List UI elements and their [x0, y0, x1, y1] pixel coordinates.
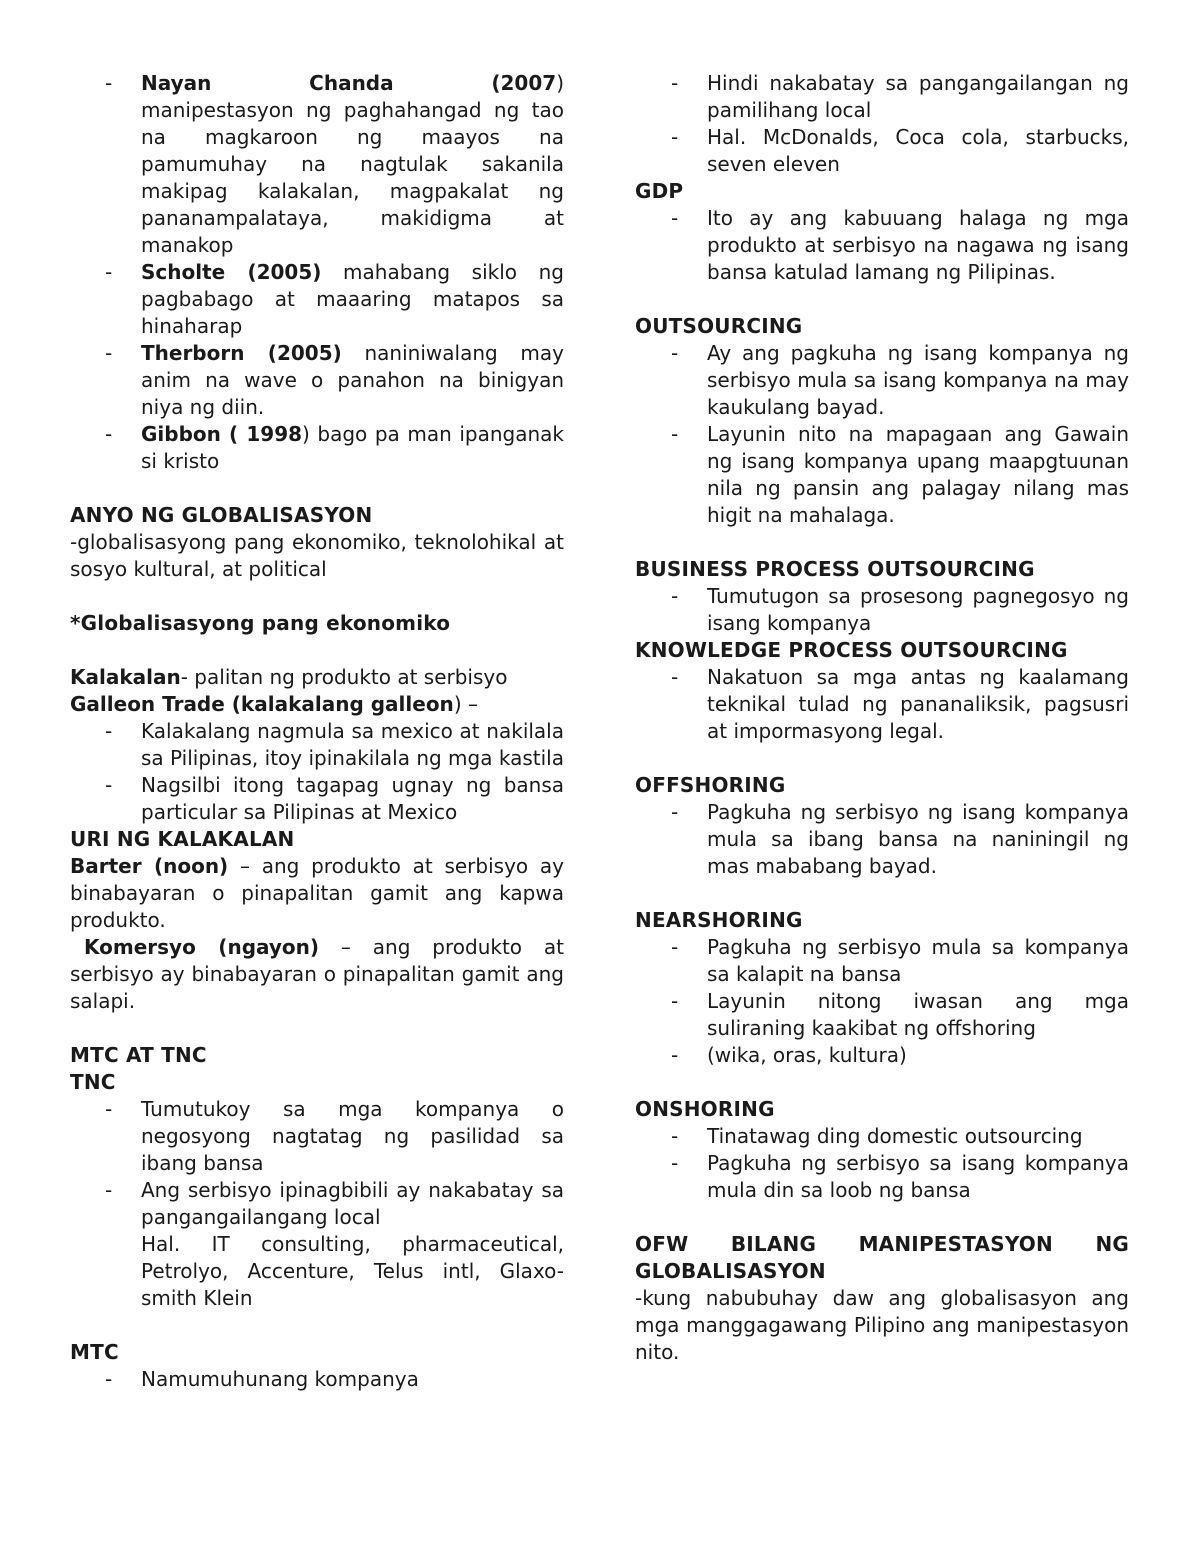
list-item: - Ay ang pagkuha ng isang kompanya ng serbisyo mula sa isang kompanya na may kaukulang bayad. — [635, 340, 1129, 421]
list-item: - Pagkuha ng serbisyo ng isang kompanya mula sa ibang bansa na naniningil ng mas mababang bayad. — [635, 799, 1129, 880]
bullet-dash: - — [671, 584, 679, 608]
example-text: Hal. IT consulting, pharmaceutical, Petrolyo, Accenture, Telus intl, Glaxo-smith Klein — [141, 1232, 564, 1310]
author-text: naniniwalang may anim na wave o panahon na binigyan niya ng diin. — [141, 341, 565, 419]
list-item: - Tumutugon sa prosesong pagnegosyo ng isang kompanya — [635, 583, 1129, 637]
section-heading: ONSHORING — [635, 1097, 775, 1121]
list-item: - Nakatuon sa mga antas ng kaalamang teknikal tulad ng pananaliksik, pagsusri at impormasyong legal. — [635, 664, 1129, 745]
term: Barter (noon) — [70, 854, 229, 878]
bullet-dash: - — [105, 719, 113, 743]
bullet-dash: - — [671, 71, 679, 95]
author-name: Scholte (2005) — [141, 260, 322, 284]
list-item: - Hindi nakabatay sa pangangailangan ng pamilihang local — [635, 70, 1129, 124]
section-heading: OFW BILANG MANIPESTASYON NG GLOBALISASYON — [635, 1232, 1129, 1283]
list-item: - Nayan Chanda (2007) manipestasyon ng paghahangad ng tao na magkaroon ng maayos na pamumuhay na nagtulak sakanila makipag kalakalan, magpakalat ng pananampalataya, makidigma at manakop — [70, 70, 564, 259]
list-item: - Tinatawag ding domestic outsourcing — [635, 1123, 1129, 1150]
bullet-dash: - — [671, 989, 679, 1013]
author-text: mahabang siklo ng pagbabago at maaaring matapos sa hinaharap — [141, 260, 564, 338]
list-item: - Hal. McDonalds, Coca cola, starbucks, seven eleven — [635, 124, 1129, 178]
definition-line: Kalakalan- palitan ng produkto at serbisyo — [70, 665, 508, 689]
bullet-dash: - — [105, 422, 113, 446]
paragraph: Komersyo (ngayon) – ang produkto at serbisyo ay binabayaran o pinapalitan gamit ang salapi. — [70, 935, 564, 1013]
right-column — [635, 70, 1129, 1366]
list-item: - Layunin nitong iwasan ang mga suliraning kaakibat ng offshoring — [635, 988, 1129, 1042]
list-item: - Pagkuha ng serbisyo mula sa kompanya sa kalapit na bansa — [635, 934, 1129, 988]
bullet-dash: - — [671, 341, 679, 365]
paragraph: Barter (noon) – ang produkto at serbisyo ay binabayaran o pinapalitan gamit ang kapwa produkto. — [70, 854, 564, 932]
section-heading: GDP — [635, 179, 684, 203]
bullet-dash: - — [105, 260, 113, 284]
list-item: - Layunin nito na mapagaan ang Gawain ng isang kompanya upang maapgtuunan nila ng pansin ang palagay nilang mas higit na mahalaga. — [635, 421, 1129, 529]
list-item: - Namumuhunang kompanya — [70, 1366, 564, 1393]
section-heading: MTC AT TNC — [70, 1043, 207, 1067]
list-item: - Nagsilbi itong tagapag ugnay ng bansa particular sa Pilipinas at Mexico — [70, 772, 564, 826]
author-name: Gibbon ( 1998 — [141, 422, 303, 446]
bullet-dash: - — [671, 1043, 679, 1067]
bullet-dash: - — [105, 773, 113, 797]
bullet-dash: - — [671, 1151, 679, 1175]
bullet-dash: - — [105, 1097, 113, 1121]
list-item — [70, 340, 564, 421]
term: Kalakalan — [70, 665, 181, 689]
author-text: manipestasyon ng paghahangad ng tao na magkaroon ng maayos na pamumuhay na nagtulak sakanila makipag kalakalan, magpakalat ng pananampalataya, makidigma at manakop — [141, 98, 564, 257]
section-heading: ANYO NG GLOBALISASYON — [70, 503, 373, 527]
bullet-dash: - — [105, 71, 113, 95]
list-item: - (wika, oras, kultura) — [635, 1042, 1129, 1069]
term: Komersyo (ngayon) — [84, 935, 320, 959]
left-column — [70, 70, 564, 1393]
bullet-dash: - — [671, 665, 679, 689]
list-item: - Gibbon ( 1998) bago pa man ipanganak si kristo — [70, 421, 564, 475]
term: Galleon Trade (kalakalang galleon — [70, 692, 454, 716]
bullet-dash: - — [105, 341, 113, 365]
section-heading: OFFSHORING — [635, 773, 786, 797]
list-item: - Tumutukoy sa mga kompanya o negosyong nagtatag ng pasilidad sa ibang bansa — [70, 1096, 564, 1177]
list-item: - Ang serbisyo ipinagbibili ay nakabatay sa pangangailangang local — [70, 1177, 564, 1231]
list-item: - Ito ay ang kabuuang halaga ng mga produkto at serbisyo na nagawa ng isang bansa katulad lamang ng Pilipinas. — [635, 205, 1129, 286]
paragraph: -kung nabubuhay daw ang globalisasyon ang mga manggagawang Pilipino ang manipestasyon nito. — [635, 1286, 1129, 1364]
bullet-dash: - — [105, 1367, 113, 1391]
bullet-dash: - — [671, 935, 679, 959]
section-heading: KNOWLEDGE PROCESS OUTSOURCING — [635, 638, 1068, 662]
author-name: Nayan Chanda (2007 — [141, 71, 557, 95]
paragraph: -globalisasyong pang ekonomiko, teknolohikal at sosyo kultural, at political — [70, 530, 564, 581]
list-item: - Pagkuha ng serbisyo sa isang kompanya mula din sa loob ng bansa — [635, 1150, 1129, 1204]
section-heading: NEARSHORING — [635, 908, 803, 932]
author-name: Therborn (2005) — [141, 341, 342, 365]
bullet-dash: - — [671, 206, 679, 230]
bullet-dash: - — [671, 422, 679, 446]
section-heading: TNC — [70, 1070, 116, 1094]
list-item — [70, 259, 564, 340]
bullet-dash: - — [671, 1124, 679, 1148]
section-heading: BUSINESS PROCESS OUTSOURCING — [635, 557, 1035, 581]
definition-line: Galleon Trade (kalakalang galleon) – — [70, 692, 478, 716]
section-heading: *Globalisasyong pang ekonomiko — [70, 611, 451, 635]
section-heading: URI NG KALAKALAN — [70, 827, 295, 851]
bullet-dash: - — [105, 1178, 113, 1202]
section-heading: MTC — [70, 1340, 119, 1364]
bullet-dash: - — [671, 125, 679, 149]
author-text: bago pa man ipanganak si kristo — [141, 422, 564, 473]
section-heading: OUTSOURCING — [635, 314, 803, 338]
list-item: - Kalakalang nagmula sa mexico at nakilala sa Pilipinas, itoy ipinakilala ng mga kastila — [70, 718, 564, 772]
bullet-dash: - — [671, 800, 679, 824]
